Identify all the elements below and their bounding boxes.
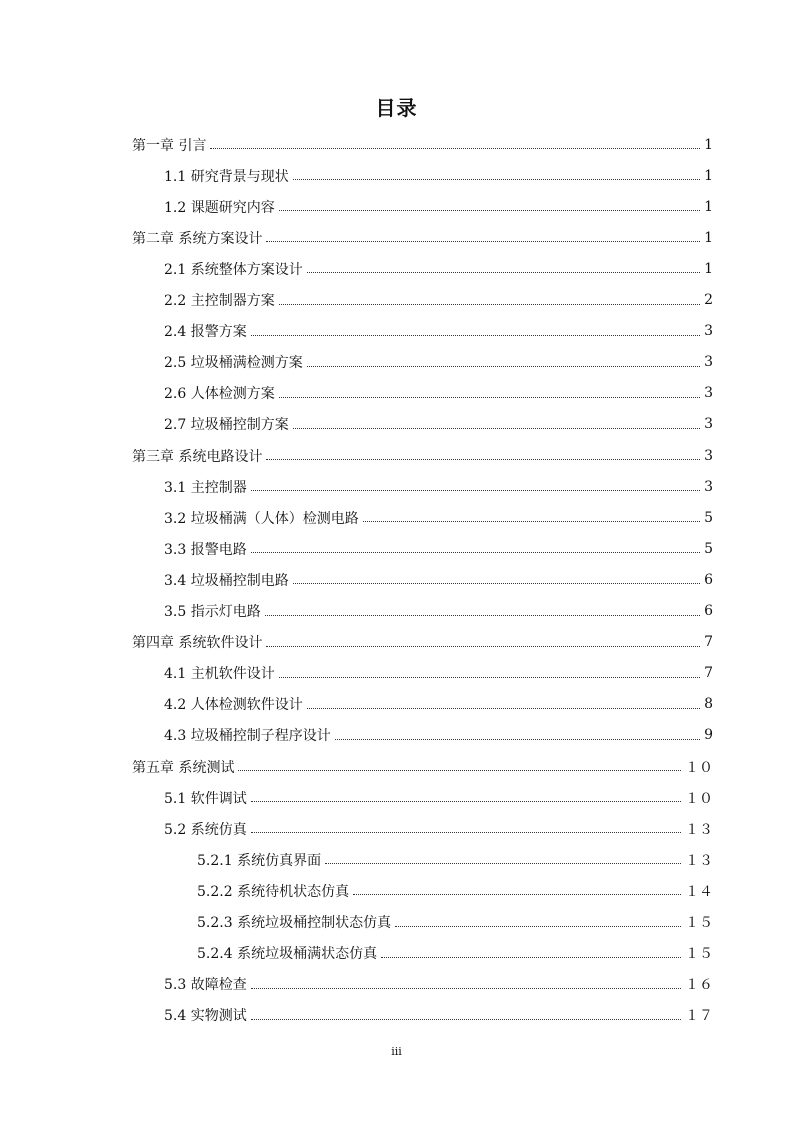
dot-leader [353,894,681,895]
toc-entry[interactable] [0,316,713,347]
dot-leader [266,241,700,242]
toc-entry-page: 6 [704,571,713,588]
toc-entry-page: 3 [704,478,713,495]
toc-entry-page: 5 [704,540,713,557]
dot-leader [279,677,700,678]
toc-entry-page: 2 [704,292,713,308]
toc-entry[interactable] [0,160,713,191]
toc-entry-label: 第三章 系统电路设计 [132,448,263,465]
toc-entry-page: 3 [704,416,713,433]
toc-entry[interactable] [0,658,713,689]
page-number-footer: iii [391,1045,402,1058]
toc-entry-page: １３ [685,821,713,838]
toc-entry[interactable] [0,191,713,222]
toc-entry-label: 5.2.1 系统仿真界面 [197,852,322,869]
toc-entry[interactable] [0,689,713,720]
toc-entry[interactable] [0,782,713,813]
toc-entry-page: 3 [704,354,713,371]
toc-entry-label: 3.2 垃圾桶满（人体）检测电路 [164,510,359,527]
dot-leader [363,521,700,522]
toc-entry-label: 3.3 报警电路 [164,541,247,558]
toc-entry-page: １７ [685,1008,713,1025]
toc-entry[interactable] [0,502,713,533]
toc-entry-page: 3 [704,323,713,340]
dot-leader [251,832,681,833]
toc-entry[interactable] [0,533,713,564]
dot-leader [307,366,700,367]
dot-leader [251,552,700,553]
toc-entry[interactable] [0,440,713,471]
toc-entry-label: 第四章 系统软件设计 [132,635,263,652]
toc-entry[interactable] [0,875,713,906]
dot-leader [266,459,700,460]
toc-entry-label: 1.1 研究背景与现状 [164,168,289,185]
toc-entry-page: 3 [704,447,713,464]
dot-leader [251,801,681,802]
toc-entry-label: 5.1 软件调试 [164,790,247,807]
toc-entry-label: 5.2.3 系统垃圾桶控制状态仿真 [197,915,392,931]
toc-entry[interactable] [0,222,713,253]
toc-entry[interactable] [0,347,713,378]
dot-leader [307,708,700,709]
toc-entry[interactable] [0,129,713,160]
dot-leader [251,335,700,336]
dot-leader [381,957,681,958]
toc-entry-label: 5.3 故障检查 [164,977,247,994]
toc-entry-label: 4.2 人体检测软件设计 [164,697,303,714]
toc-entry-label: 5.2 系统仿真 [164,821,247,838]
toc-entry-label: 4.1 主机软件设计 [164,666,275,683]
toc-entry-label: 第五章 系统测试 [132,759,235,776]
toc-entry[interactable] [0,1000,713,1031]
toc-entry-label: 1.2 课题研究内容 [164,199,275,216]
toc-entry[interactable] [0,564,713,595]
toc-entry[interactable] [0,938,713,969]
toc-entry[interactable] [0,627,713,658]
toc-entry-label: 第一章 引言 [132,137,207,154]
toc-entry[interactable] [0,751,713,782]
toc-entry-label: 2.5 垃圾桶满检测方案 [164,355,303,372]
toc-entry-label: 第二章 系统方案设计 [132,230,263,247]
toc-entry-label: 5.4 实物测试 [164,1008,247,1025]
toc-entry-label: 3.1 主控制器 [164,479,247,496]
toc-entry-label: 3.5 指示灯电路 [164,604,261,620]
toc-entry-page: 7 [704,634,713,651]
toc-entry-label: 4.3 垃圾桶控制子程序设计 [164,728,331,745]
toc-entry-page: １０ [685,759,713,776]
dot-leader [251,1019,681,1020]
toc-entry[interactable] [0,471,713,502]
toc-entry-page: １６ [685,977,713,994]
dot-leader [395,926,681,927]
toc-entry-label: 2.7 垃圾桶控制方案 [164,417,289,434]
toc-entry[interactable] [0,378,713,409]
toc-entry[interactable] [0,907,713,938]
toc-entry-page: 6 [704,603,713,619]
toc-entry[interactable] [0,720,713,751]
dot-leader [251,490,700,491]
dot-leader [238,770,681,771]
toc-entry-page: 8 [704,696,713,713]
dot-leader [307,272,700,273]
toc-entry-page: 1 [704,167,713,184]
dot-leader [266,646,700,647]
toc-entry-label: 3.4 垃圾桶控制电路 [164,572,289,589]
toc-entry-page: 9 [704,727,713,744]
toc-entry-page: １４ [685,883,713,900]
toc-entry[interactable] [0,969,713,1000]
toc-entry-label: 5.2.2 系统待机状态仿真 [197,883,350,900]
dot-leader [210,148,700,149]
toc-entry-page: １５ [685,915,713,931]
dot-leader [293,583,700,584]
toc-entry-page: 1 [704,198,713,215]
toc-entry-page: 7 [704,665,713,682]
dot-leader [265,615,700,616]
toc-entry-page: 1 [704,260,713,277]
toc-entry-page: 5 [704,509,713,526]
toc-entry-page: 1 [704,136,713,153]
toc-entry-page: １０ [685,790,713,807]
toc-entry[interactable] [0,285,713,316]
toc-entry-label: 2.2 主控制器方案 [164,293,275,309]
toc-entry-page: 3 [704,385,713,402]
toc-entry[interactable] [0,813,713,844]
toc-entry-page: １３ [685,852,713,869]
toc-entry[interactable] [0,409,713,440]
dot-leader [293,179,700,180]
dot-leader [251,988,681,989]
toc-entry-label: 2.1 系统整体方案设计 [164,261,303,278]
toc-entry-label: 5.2.4 系统垃圾桶满状态仿真 [197,946,378,963]
dot-leader [293,428,700,429]
toc-entry-label: 2.6 人体检测方案 [164,386,275,403]
dot-leader [279,304,700,305]
dot-leader [279,210,700,211]
page-title: 目录 [375,96,418,120]
dot-leader [335,739,700,740]
toc-entry-page: 1 [704,229,713,246]
dot-leader [325,863,681,864]
toc-entry-label: 2.4 报警方案 [164,324,247,341]
toc-entry[interactable] [0,253,713,284]
dot-leader [279,397,700,398]
toc-entry-page: １５ [685,946,713,963]
toc-entry[interactable] [0,844,713,875]
toc-entry[interactable] [0,596,713,627]
